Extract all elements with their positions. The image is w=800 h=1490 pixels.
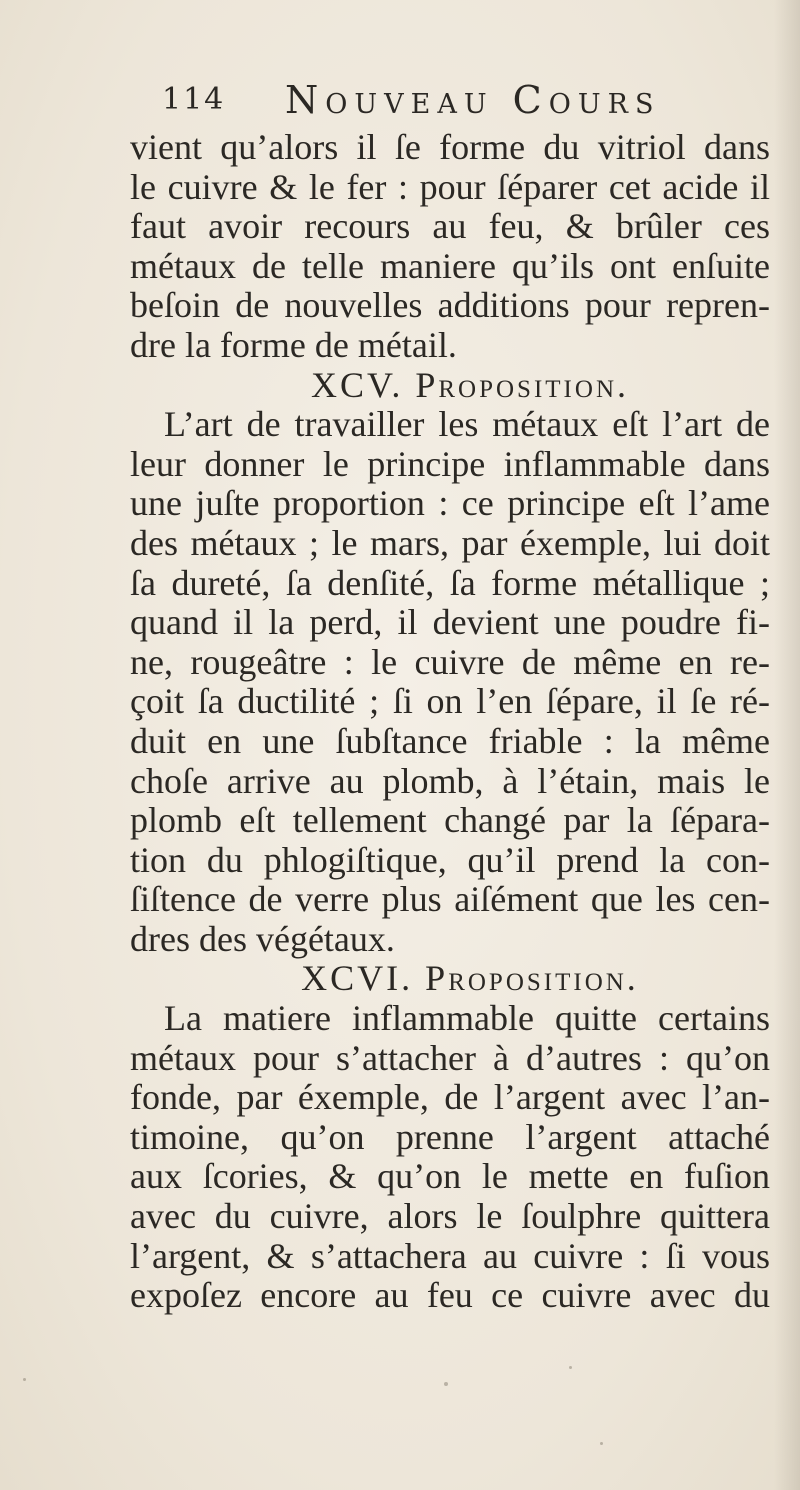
text-line: tion du phlogiſtique, qu’il prend la con- [130,840,770,880]
paper-speck [569,1366,572,1369]
text-line: l’argent, & s’attachera au cuivre : ſi vous [130,1236,770,1276]
text-line: expoſez encore au feu ce cuivre avec du [130,1276,770,1316]
paper-speck [23,1378,26,1381]
paper-speck [600,1442,603,1445]
text-line: ſiſtence de verre plus aiſément que les cen- [130,880,770,920]
text-line: L’art de travailler les métaux eſt l’art de [164,405,770,445]
text-line: avec du cuivre, alors le ſoulphre quittera [130,1197,770,1237]
text-line: dre la forme de métail. [130,325,457,365]
text-line: ſa dureté, ſa denſité, ſa forme métallique ; [130,563,770,603]
text-line: une juſte proportion : ce principe eſt l’ame [130,484,770,524]
text-line: leur donner le principe inflammable dans [130,444,770,484]
text-line: aux ſcories, & qu’on le mette en fuſion [130,1157,770,1197]
text-line: beſoin de nouvelles additions pour repren- [130,286,770,326]
text-line: dres des végétaux. [130,919,395,959]
text-line: faut avoir recours au feu, & brûler ces [130,207,770,247]
body-text [130,128,770,1388]
running-title: Nouveau Cours [285,78,661,122]
text-line: métaux pour s’attacher à d’autres : qu’on [130,1038,770,1078]
text-line: duit en une ſubſtance friable : la même [130,721,770,761]
section-heading-xcvi: XCVI. Proposition. [301,959,639,999]
text-line: fonde, par éxemple, de l’argent avec l’an- [130,1078,770,1118]
text-line: le cuivre & le fer : pour ſéparer cet acide il [130,167,770,207]
section-heading-xcv: XCV. Proposition. [310,365,629,405]
page-header [162,78,682,128]
text-line: métaux de telle maniere qu’ils ont enſuite [130,246,770,286]
page-edge-shadow [774,0,800,1490]
text-line: ne, rougeâtre : le cuivre de même en re- [130,642,770,682]
text-line: timoine, qu’on prenne l’argent attaché [130,1117,770,1157]
text-line: quand il la perd, il devient une poudre fi- [130,603,770,643]
paper-speck [444,1382,448,1386]
text-line: des métaux ; le mars, par éxemple, lui doit [130,523,770,563]
text-line: vient qu’alors il ſe forme du vitriol dans [130,128,770,167]
page-number: 114 [162,82,226,117]
text-line: çoit ſa ductilité ; ſi on l’en ſépare, il ſe ré- [130,682,770,722]
text-line: La matiere inflammable quitte certains [164,999,770,1039]
text-line: plomb eſt tellement changé par la ſépara- [130,801,770,841]
text-line: choſe arrive au plomb, à l’étain, mais le [130,761,770,801]
